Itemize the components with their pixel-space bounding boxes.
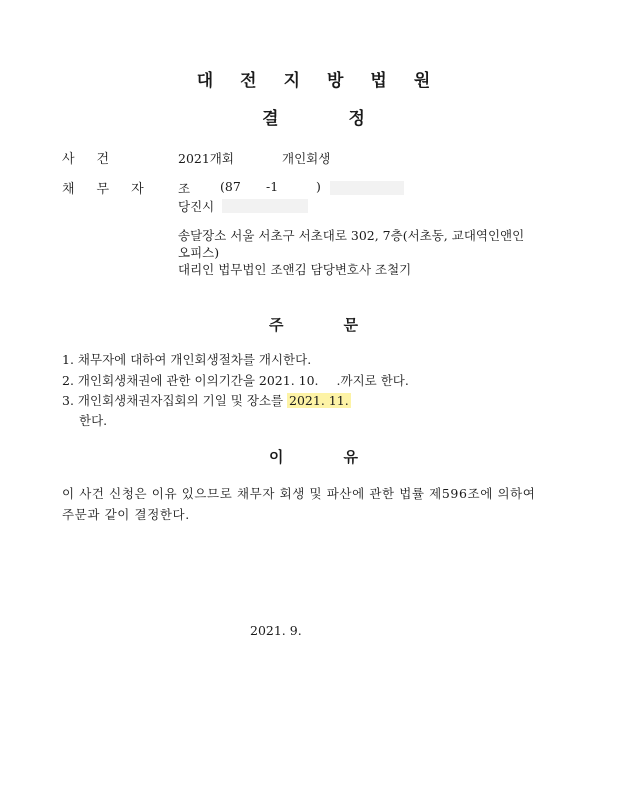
case-type: 개인회생 [282,151,331,166]
debtor-name: 조 [178,181,191,196]
debtor-id-close: ) [316,179,321,194]
document-type: 결정 [262,109,435,129]
court-name: 대전지방법원 [196,71,458,91]
order-item [62,391,351,409]
reason-text-line-1: 이 사건 신청은 이유 있으므로 채무자 회생 및 파산에 관한 법률 제596조에 의하여 [62,486,536,501]
service-place-continued: 오피스) [178,245,220,260]
highlighted-date: 2021. 11. [289,393,349,408]
order-item-text: 개인회생채권자집회의 기일 및 장소를 [77,393,284,408]
reason-text-line-2: 주문과 같이 결정한다. [62,507,190,522]
service-place: 송달장소 서울 서초구 서초대로 302, 7층(서초동, 교대역인앤인 [178,228,525,243]
order-item [62,371,409,389]
debtor-id-open: (87 [220,179,241,194]
case-label: 사건 [62,152,132,167]
redaction-mark [330,181,404,195]
order-item-number: 2. [62,373,74,388]
case-number: 2021개회 [178,151,234,166]
debtor-id-mid: -1 [266,179,279,194]
order-item-number: 3. [62,393,74,408]
order-item-number: 1. [62,352,74,367]
order-item-continued: 한다. [79,413,108,428]
reason-heading: 이유 [269,448,418,466]
debtor-address: 당진시 [178,199,215,214]
order-item-text-end: .까지로 한다. [336,373,409,388]
decision-date: 2021. 9. [250,623,302,638]
order-item-text: 개인회생채권에 관한 이의기간을 2021. 10. [77,373,319,388]
order-item-text: 채무자에 대하여 개인회생절차를 개시한다. [77,352,312,367]
order-item [62,350,311,368]
debtor-label: 채무자 [62,182,166,197]
legal-agent: 대리인 법무법인 조앤김 담당변호사 조철기 [178,262,412,277]
order-heading: 주문 [269,316,418,334]
redaction-mark [222,199,308,213]
